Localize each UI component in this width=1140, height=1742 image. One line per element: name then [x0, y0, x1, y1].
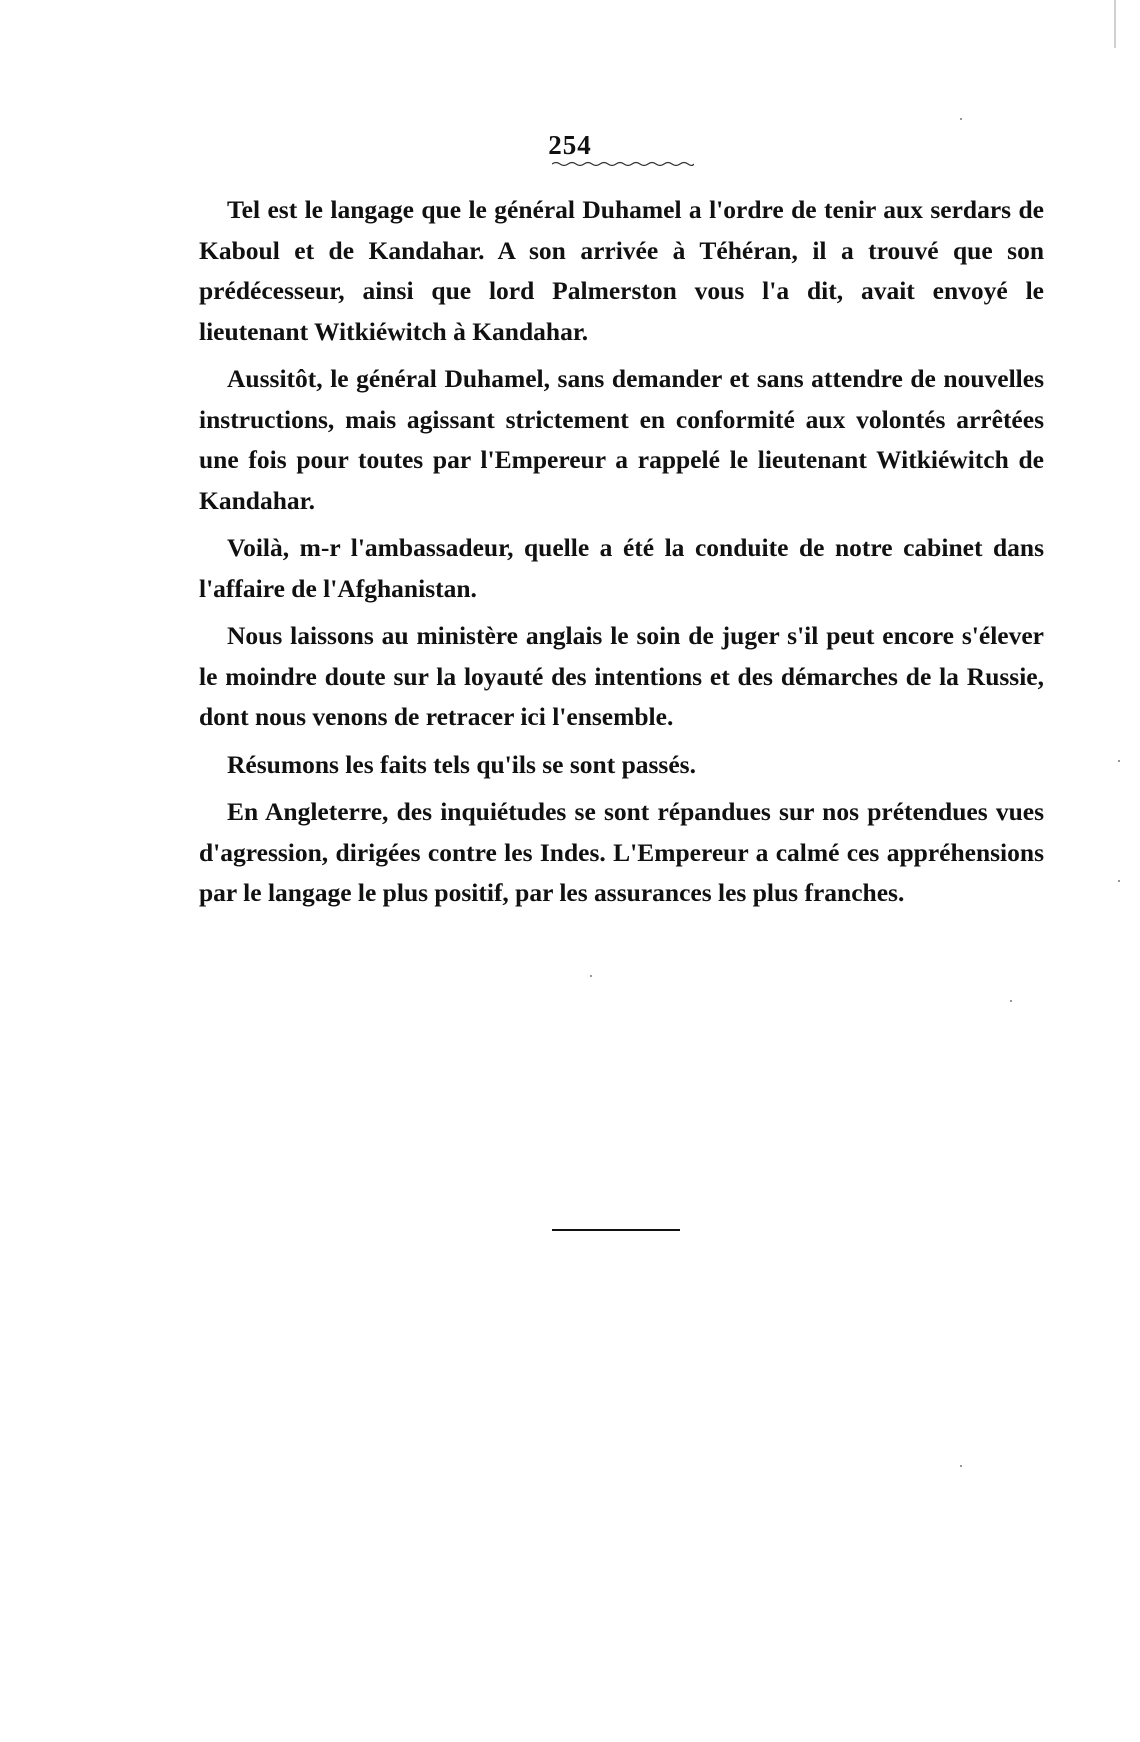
body-text	[199, 190, 1044, 921]
section-end-rule	[552, 1229, 680, 1231]
scan-speck	[1010, 1000, 1012, 1002]
page-number-wavy-underline	[552, 161, 694, 167]
paragraph-4: Nous laissons au ministère anglais le soin de juger s'il peut encore s'élever le moindre doute sur la loyauté des intentions et des démarches de la Russie, dont nous venons de retracer ici l'ensemble.	[199, 621, 1044, 731]
scan-speck	[590, 975, 592, 977]
scan-speck	[960, 118, 962, 120]
page-number: 254	[548, 130, 592, 160]
paragraph-3: Voilà, m-r l'ambassadeur, quelle a été la conduite de notre cabinet dans l'affaire de l'Afghanistan.	[199, 533, 1044, 603]
paragraph-5: Résumons les faits tels qu'ils se sont passés.	[227, 749, 696, 779]
scan-speck	[1118, 880, 1120, 882]
paragraph-6: En Angleterre, des inquiétudes se sont répandues sur nos prétendues vues d'agression, dirigées contre les Indes. L'Empereur a calmé ces appréhensions par le langage le plus positif, par les assurances les plus franches.	[199, 797, 1044, 907]
paragraph-1: Tel est le langage que le général Duhamel a l'ordre de tenir aux serdars de Kaboul et de Kandahar. A son arrivée à Téhéran, il a trouvé que son prédécesseur, ainsi que lord Palmerston vous l'a dit, avait envoyé le lieutenant Witkiéwitch à Kandahar.	[199, 195, 1044, 346]
scan-speck	[1118, 760, 1120, 762]
paragraph-2: Aussitôt, le général Duhamel, sans demander et sans attendre de nouvelles instructions, mais agissant strictement en conformité aux volontés arrêtées une fois pour toutes par l'Empereur a rappelé le lieutenant Witkiéwitch de Kandahar.	[199, 364, 1044, 515]
scan-edge-line	[1114, 0, 1116, 48]
scan-speck	[960, 1465, 962, 1467]
